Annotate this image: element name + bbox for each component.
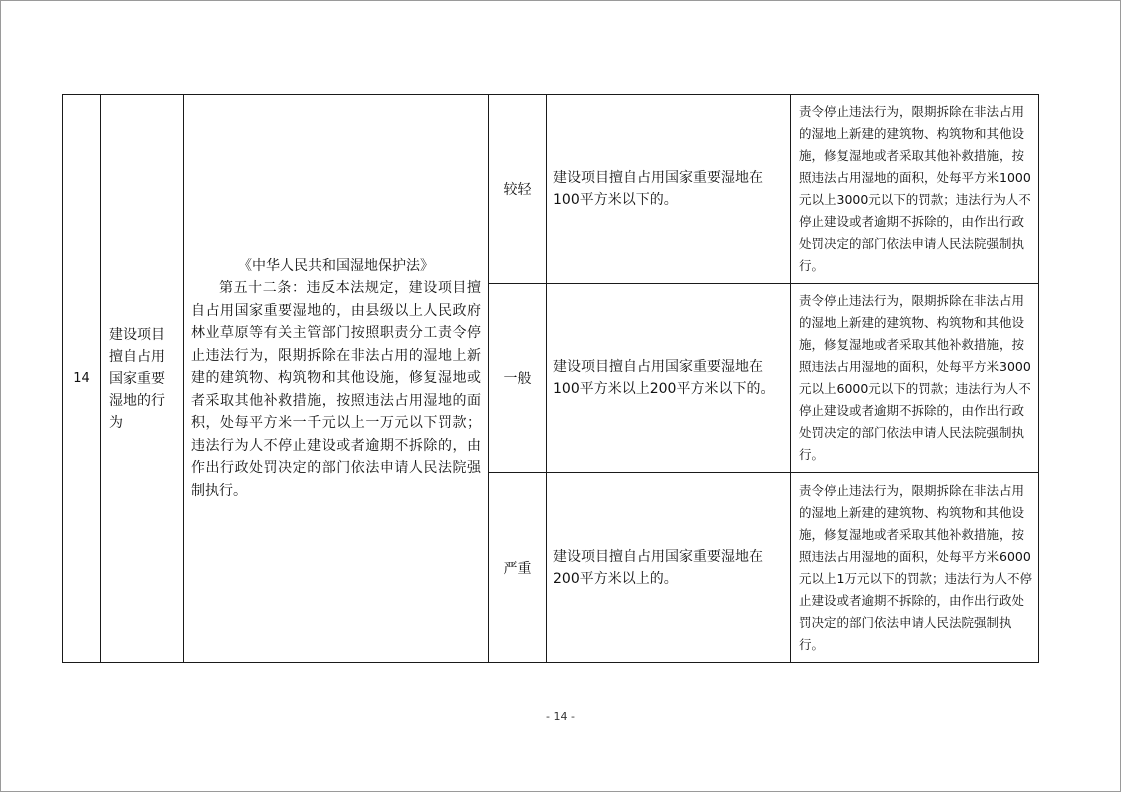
table-row	[63, 95, 1039, 284]
violation-act: 建设项目擅自占用国家重要湿地的行为	[109, 326, 165, 431]
severity-level: 一般	[503, 371, 532, 387]
severity-level-cell	[489, 95, 547, 284]
violation-act-cell	[101, 95, 184, 663]
condition-text: 建设项目擅自占用国家重要湿地在100平方米以上200平方米以下的。	[553, 359, 775, 397]
condition-cell	[547, 95, 791, 284]
law-title: 《中华人民共和国湿地保护法》	[238, 257, 434, 274]
severity-level: 严重	[503, 560, 532, 577]
page-number: - 14 -	[546, 710, 575, 723]
row-number: 14	[73, 371, 90, 386]
legal-basis-cell	[184, 95, 489, 663]
penalty-cell	[791, 284, 1039, 473]
penalty-standard-table	[62, 94, 1039, 663]
penalty-text: 责令停止违法行为，限期拆除在非法占用的湿地上新建的建筑物、构筑物和其他设施，修复湿地或者采取其他补救措施，按照违法占用湿地的面积，处每平方米3000元以上6000元以下的罚款；违法行为人不停止建设或者逾期不拆除的，由作出行政处罚决定的部门依法申请人民法院强制执行。	[799, 293, 1031, 462]
condition-text: 建设项目擅自占用国家重要湿地在100平方米以下的。	[553, 170, 763, 208]
penalty-cell	[791, 95, 1039, 284]
condition-cell	[547, 473, 791, 663]
severity-level-cell	[489, 284, 547, 473]
penalty-text: 责令停止违法行为，限期拆除在非法占用的湿地上新建的建筑物、构筑物和其他设施，修复湿地或者采取其他补救措施，按照违法占用湿地的面积，处每平方米6000元以上1万元以下的罚款；违法行为人不停止建设或者逾期不拆除的，由作出行政处罚决定的部门依法申请人民法院强制执行。	[799, 482, 1032, 652]
penalty-text: 责令停止违法行为，限期拆除在非法占用的湿地上新建的建筑物、构筑物和其他设施，修复湿地或者采取其他补救措施，按照违法占用湿地的面积，处每平方米1000元以上3000元以下的罚款；违法行为人不停止建设或者逾期不拆除的，由作出行政处罚决定的部门依法申请人民法院强制执行。	[799, 104, 1031, 273]
condition-text: 建设项目擅自占用国家重要湿地在200平方米以上的。	[553, 548, 763, 587]
row-number-cell	[63, 95, 101, 663]
severity-level-cell	[489, 473, 547, 663]
condition-cell	[547, 284, 791, 473]
severity-level: 较轻	[503, 182, 532, 198]
law-article-text: 第五十二条：违反本法规定，建设项目擅自占用国家重要湿地的，由县级以上人民政府林业草原等有关主管部门按照职责分工责令停止违法行为，限期拆除在非法占用的湿地上新建的建筑物、构筑物和其他设施，修复湿地或者采取其他补救措施，按照违法占用湿地的面积，处每平方米一千元以上一万元以下罚款；违法行为人不停止建设或者逾期不拆除的，由作出行政处罚决定的部门依法申请人民法院强制执行。	[191, 280, 481, 499]
penalty-cell	[791, 473, 1039, 663]
